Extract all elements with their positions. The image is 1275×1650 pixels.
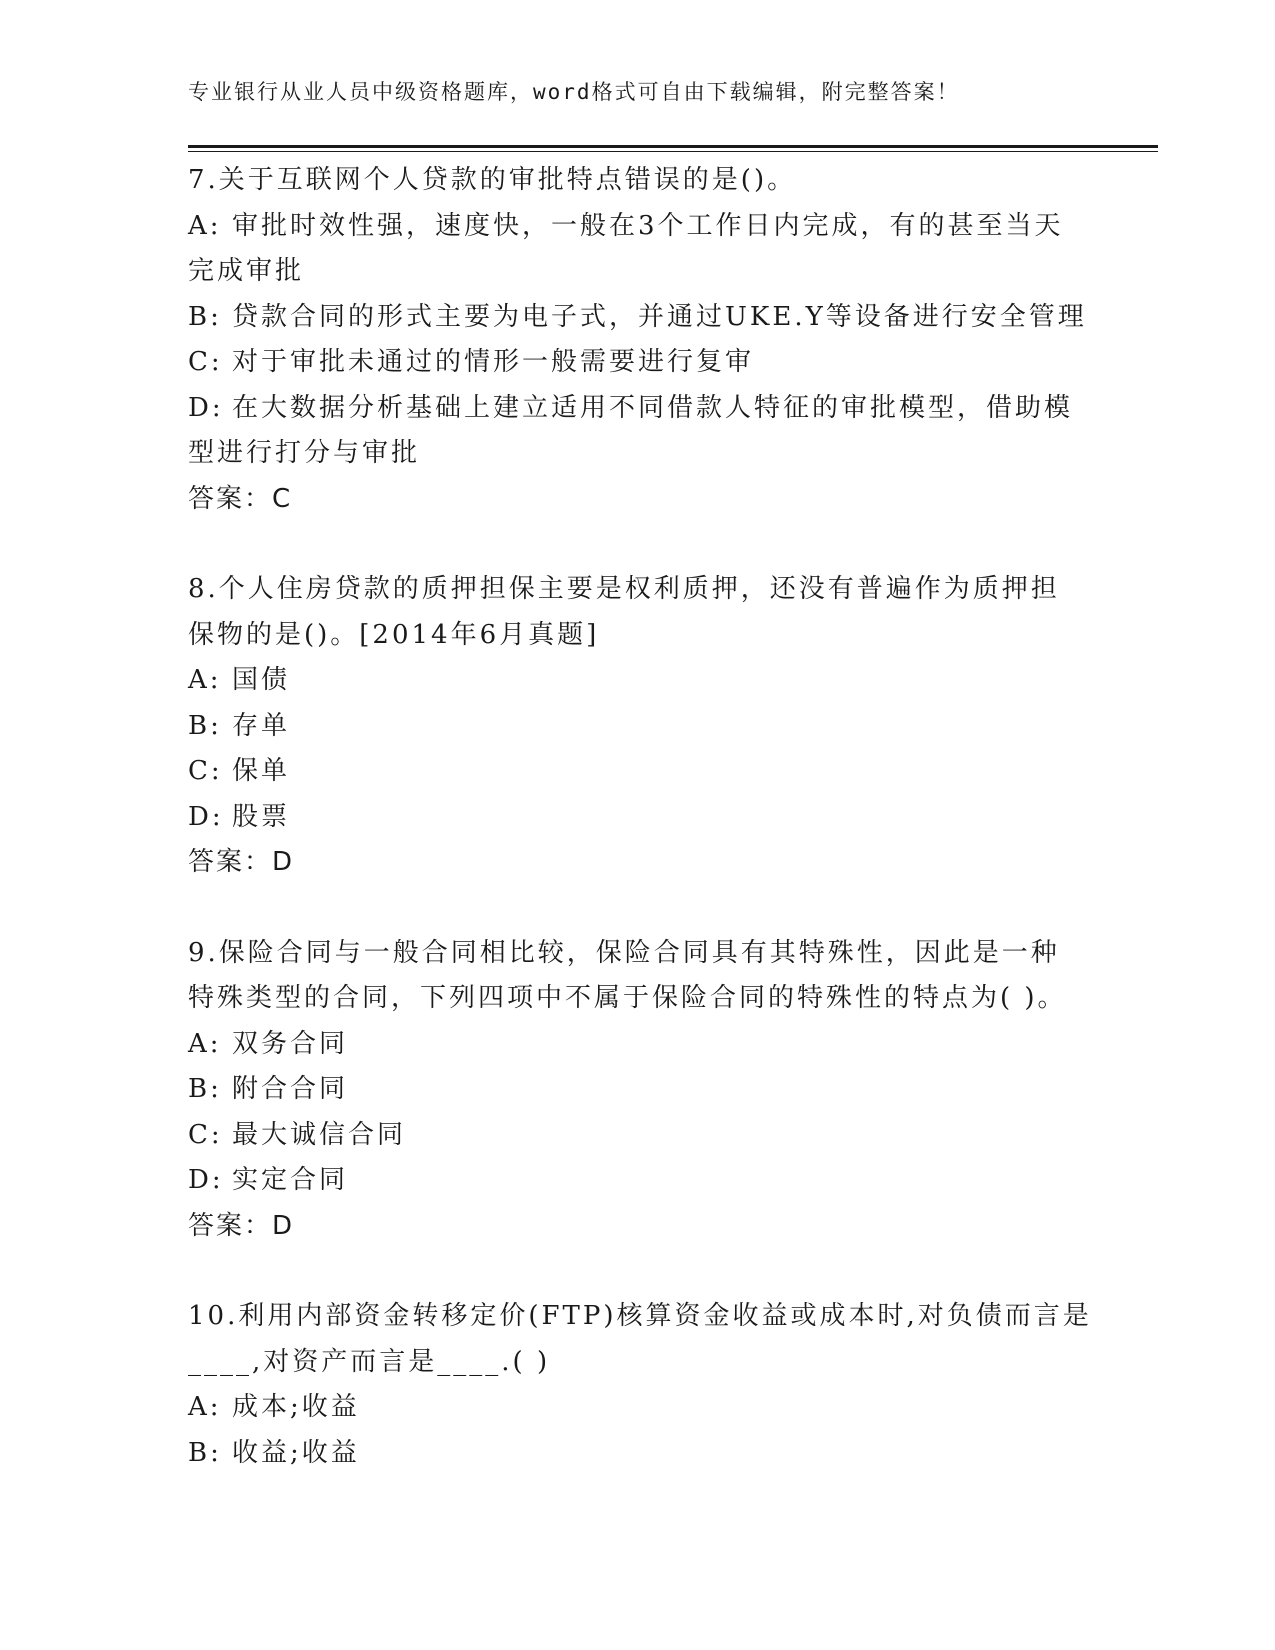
- option-letter: A:: [188, 665, 222, 695]
- option-b: [188, 295, 1088, 341]
- option-text: 附合合同: [232, 1074, 349, 1104]
- option-c: [188, 1113, 1088, 1159]
- option-text: 贷款合同的形式主要为电子式，并通过UKE.Y等设备进行安全管理: [232, 301, 1087, 332]
- option-text: 股票: [232, 801, 291, 832]
- option-c: [188, 749, 1088, 795]
- option-letter: D:: [188, 801, 224, 832]
- question-stem: 7.关于互联网个人贷款的审批特点错误的是()。: [188, 165, 797, 195]
- option-d: [188, 386, 1088, 432]
- option-a: [188, 1022, 1088, 1068]
- question-7: [188, 158, 1088, 522]
- option-text: 存单: [232, 710, 291, 741]
- option-d-continued: 型进行打分与审批: [188, 438, 421, 468]
- option-letter: C:: [188, 347, 223, 377]
- option-a: [188, 1385, 1088, 1431]
- option-letter: B:: [188, 1437, 222, 1468]
- question-stem: 9.保险合同与一般合同相比较，保险合同具有其特殊性，因此是一种: [188, 937, 1060, 968]
- option-text: 成本;收益: [232, 1392, 360, 1422]
- option-d: [188, 1158, 1088, 1204]
- question-stem-continued: ____,对资产而言是____.( ): [188, 1346, 551, 1377]
- question-stem: 8.个人住房贷款的质押担保主要是权利质押，还没有普遍作为质押担: [188, 574, 1060, 604]
- option-text: 保单: [232, 756, 291, 786]
- option-letter: C:: [188, 1119, 223, 1150]
- option-text: 实定合同: [232, 1165, 349, 1195]
- option-letter: B:: [188, 710, 222, 741]
- option-b: [188, 1431, 1088, 1477]
- question-stem: 10.利用内部资金转移定价(FTP)核算资金收益或成本时,对负债而言是: [188, 1301, 1092, 1331]
- option-a-continued: 完成审批: [188, 256, 305, 286]
- option-letter: D:: [188, 1165, 224, 1195]
- option-letter: B:: [188, 1074, 222, 1104]
- answer-label: 答案：D: [188, 1210, 295, 1241]
- page-header: 专业银行从业人员中级资格题库，word格式可自由下载编辑，附完整答案！: [188, 80, 960, 104]
- option-text: 最大诚信合同: [232, 1119, 407, 1150]
- option-text: 收益;收益: [232, 1437, 360, 1468]
- option-a: [188, 658, 1088, 704]
- question-9: [188, 931, 1088, 1250]
- option-text: 审批时效性强，速度快，一般在3个工作日内完成，有的甚至当天: [232, 210, 1064, 241]
- option-b: [188, 1067, 1088, 1113]
- header-divider-thick: [188, 145, 1158, 148]
- question-10: [188, 1294, 1092, 1476]
- option-text: 国债: [232, 665, 291, 695]
- option-letter: D:: [188, 392, 224, 423]
- option-a: [188, 204, 1088, 250]
- option-letter: C:: [188, 756, 223, 786]
- option-c: [188, 340, 1088, 386]
- option-letter: A:: [188, 1392, 222, 1422]
- option-d: [188, 795, 1088, 841]
- answer-label: 答案：C: [188, 483, 293, 514]
- option-text: 在大数据分析基础上建立适用不同借款人特征的审批模型，借助模: [232, 392, 1074, 423]
- question-list: [188, 158, 1092, 1521]
- option-b: [188, 704, 1088, 750]
- answer-label: 答案：D: [188, 847, 295, 877]
- question-stem-continued: 特殊类型的合同，下列四项中不属于保险合同的特殊性的特点为( )。: [188, 983, 1067, 1013]
- option-letter: A:: [188, 1028, 222, 1059]
- question-stem-continued: 保物的是()。[2014年6月真题]: [188, 619, 600, 650]
- question-8: [188, 567, 1088, 886]
- option-letter: B:: [188, 301, 222, 332]
- header-divider-thin: [188, 151, 1158, 152]
- option-text: 双务合同: [232, 1028, 349, 1059]
- option-letter: A:: [188, 210, 222, 241]
- option-text: 对于审批未通过的情形一般需要进行复审: [232, 347, 755, 377]
